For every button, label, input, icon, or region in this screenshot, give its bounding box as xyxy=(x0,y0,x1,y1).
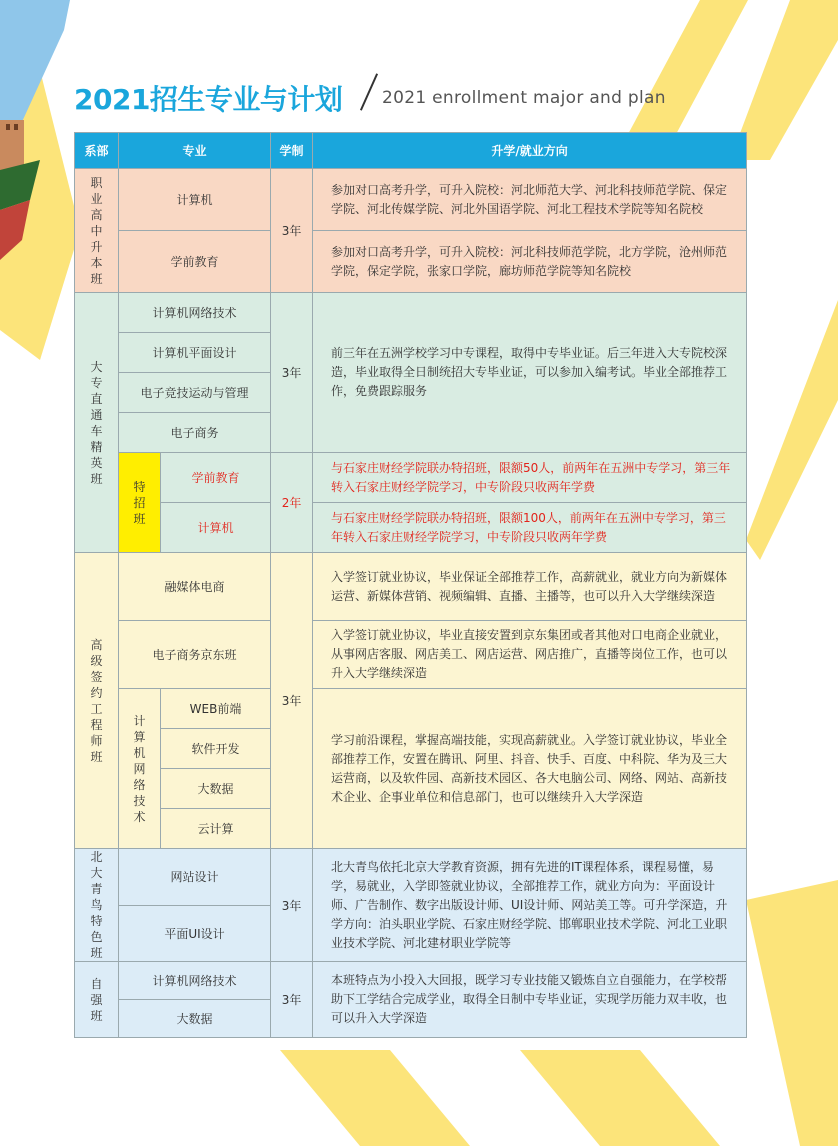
table-header-row xyxy=(75,133,747,169)
direction-cell: 入学签订就业协议，毕业直接安置到京东集团或者其他对口电商企业就业，从事网店客服、网店美工、网店运营、网店推广，直播等岗位工作，也可以升入大学继续深造 xyxy=(313,621,747,689)
dept-cell: 高级签约工程师班 xyxy=(75,553,119,849)
duration-cell: 2年 xyxy=(271,453,313,553)
major-cell: 软件开发 xyxy=(161,729,271,769)
header-direction: 升学/就业方向 xyxy=(313,133,747,169)
major-cell: 计算机 xyxy=(161,503,271,553)
major-cell: 电子商务 xyxy=(119,413,271,453)
direction-cell: 北大青鸟依托北京大学教育资源，拥有先进的IT课程体系，课程易懂，易学，易就业，入学即签就业协议，全部推荐工作，就业方向为：平面设计师、广告制作、数字出版设计师、UI设计师、网站美工等。可升学深造，升学方向：泊头职业学院、石家庄财经学院、邯郸职业技术学院、河北工业职业技术学院、河北建材职业学院等 xyxy=(313,849,747,962)
dept-cell: 职业高中升本班 xyxy=(75,169,119,293)
major-cell: 学前教育 xyxy=(119,231,271,293)
major-cell: 计算机网络技术 xyxy=(119,293,271,333)
stripe-bottom-1 xyxy=(280,1050,470,1146)
table-row xyxy=(75,849,747,906)
dept-cell: 自强班 xyxy=(75,962,119,1038)
direction-cell: 与石家庄财经学院联办特招班，限额50人，前两年在五洲中专学习，第三年转入石家庄财经学院学习，中专阶段只收两年学费 xyxy=(313,453,747,503)
direction-cell: 学习前沿课程，掌握高端技能，实现高薪就业。入学签订就业协议，毕业全部推荐工作，安置在腾讯、阿里、抖音、快手、百度、中科院、华为及三大运营商，以及软件园、高新技术园区、各大电脑公司、网络、网站、高新技术企业、企事业单位和信息部门，也可以继续升入大学深造 xyxy=(313,689,747,849)
table-row xyxy=(75,621,747,689)
major-cell: 计算机网络技术 xyxy=(119,962,271,1000)
major-cell: 计算机 xyxy=(119,169,271,231)
direction-cell: 本班特点为小投入大回报，既学习专业技能又锻炼自立自强能力，在学校帮助下工学结合完成学业，取得全日制中专毕业证，实现学历能力双丰收，也可以升入大学深造 xyxy=(313,962,747,1038)
dept-cell: 大专直通车精英班 xyxy=(75,293,119,553)
direction-cell: 与石家庄财经学院联办特招班，限额100人，前两年在五洲中专学习，第三年转入石家庄财经学院学习，中专阶段只收两年学费 xyxy=(313,503,747,553)
duration-cell: 3年 xyxy=(271,962,313,1038)
major-cell: 学前教育 xyxy=(161,453,271,503)
major-cell: 平面UI设计 xyxy=(119,905,271,962)
major-cell: 融媒体电商 xyxy=(119,553,271,621)
header-dept: 系部 xyxy=(75,133,119,169)
stripe-bottom-2 xyxy=(520,1050,720,1146)
major-cell: 大数据 xyxy=(119,1000,271,1038)
stripe-bottom-3 xyxy=(746,880,838,1146)
table-row xyxy=(75,169,747,231)
direction-cell: 参加对口高考升学，可升入院校：河北师范大学、河北科技师范学院、保定学院、河北传媒学院、河北外国语学院、河北工程技术学院等知名院校 xyxy=(313,169,747,231)
major-cell: 云计算 xyxy=(161,809,271,849)
page-subtitle: 2021 enrollment major and plan xyxy=(382,88,666,108)
page-title: 2021招生专业与计划 xyxy=(74,83,343,116)
major-cell: WEB前端 xyxy=(161,689,271,729)
duration-cell: 3年 xyxy=(271,169,313,293)
major-cell: 大数据 xyxy=(161,769,271,809)
major-cell: 电子商务京东班 xyxy=(119,621,271,689)
major-cell: 计算机平面设计 xyxy=(119,333,271,373)
major-cell: 电子竞技运动与管理 xyxy=(119,373,271,413)
table-row xyxy=(75,231,747,293)
table-row xyxy=(75,962,747,1000)
header-major: 专业 xyxy=(119,133,271,169)
table-row xyxy=(75,553,747,621)
sub-dept-cell: 计算机网络技术 xyxy=(119,689,161,849)
dept-cell: 北大青鸟特色班 xyxy=(75,849,119,962)
direction-cell: 入学签订就业协议，毕业保证全部推荐工作，高薪就业，就业方向为新媒体运营、新媒体营销、视频编辑、直播、主播等，也可以升入大学继续深造 xyxy=(313,553,747,621)
table-row xyxy=(75,689,747,729)
duration-cell: 3年 xyxy=(271,849,313,962)
special-class-label: 特招班 xyxy=(119,453,161,553)
direction-cell: 前三年在五洲学校学习中专课程，取得中专毕业证。后三年进入大专院校深造，毕业取得全日制统招大专毕业证，可以参加入编考试。毕业全部推荐工作，免费跟踪服务 xyxy=(313,293,747,453)
table-row xyxy=(75,503,747,553)
duration-cell: 3年 xyxy=(271,553,313,849)
duration-cell: 3年 xyxy=(271,293,313,453)
table-row xyxy=(75,453,747,503)
major-cell: 网站设计 xyxy=(119,849,271,906)
direction-cell: 参加对口高考升学，可升入院校：河北科技师范学院，北方学院，沧州师范学院，保定学院，张家口学院，廊坊师范学院等知名院校 xyxy=(313,231,747,293)
table-row xyxy=(75,293,747,333)
header-duration: 学制 xyxy=(271,133,313,169)
enrollment-table xyxy=(74,132,747,1038)
stripe-right xyxy=(746,300,838,560)
